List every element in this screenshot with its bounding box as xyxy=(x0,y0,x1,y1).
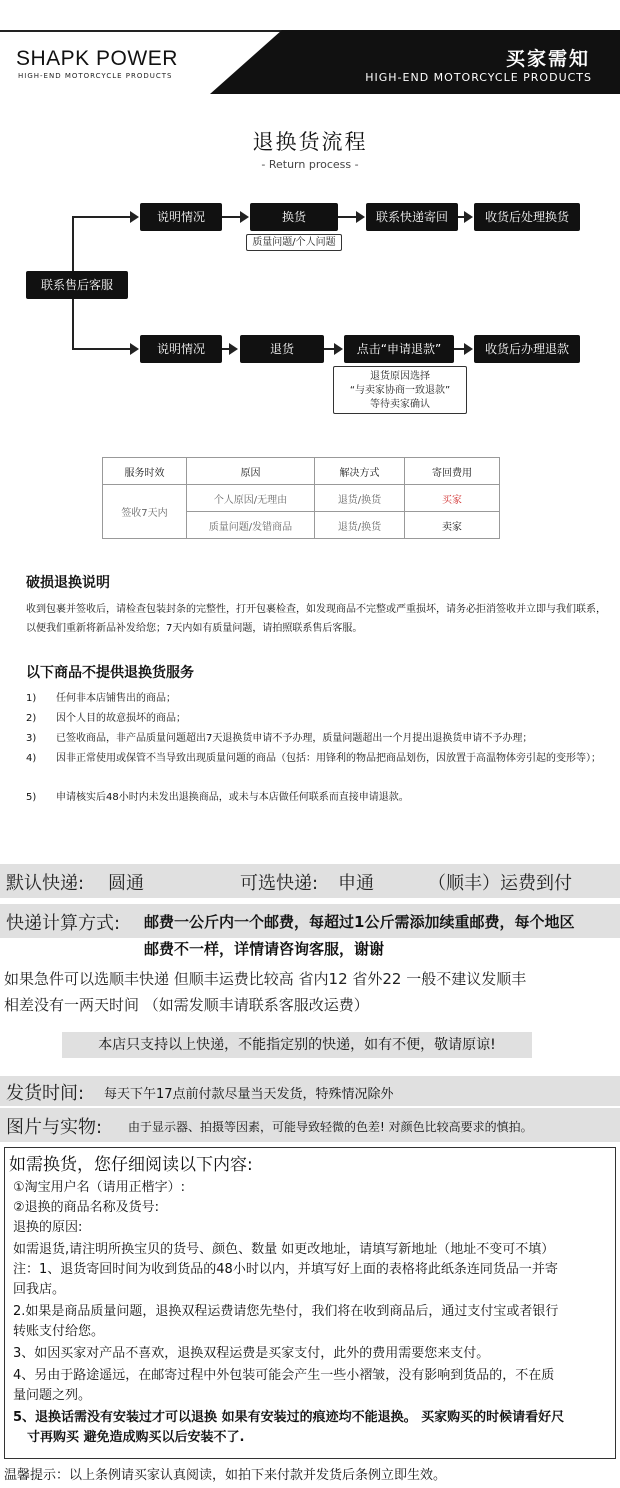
exchange-note: 质量问题/个人问题 xyxy=(246,234,342,251)
shipping-bar xyxy=(0,864,620,898)
exchange-step-3: 联系快递寄回 xyxy=(366,203,458,231)
notice-line: 3、如因买家对产品不喜欢，退换双程运费是买家支付，此外的费用需要您来支付。 xyxy=(13,1346,490,1361)
header-banner xyxy=(0,30,620,94)
exchange-notice-box xyxy=(4,1147,616,1459)
arrow-right-icon xyxy=(130,211,139,223)
arrow-right-icon xyxy=(464,211,473,223)
list-text: 任何非本店铺售出的商品； xyxy=(56,693,176,704)
exchange-step-4: 收货后处理换货 xyxy=(474,203,580,231)
table-cell-fee: 卖家 xyxy=(405,512,500,539)
no-return-title: 以下商品不提供退换货服务 xyxy=(26,665,194,681)
list-number: 1) xyxy=(26,693,37,704)
table-header: 解决方式 xyxy=(315,458,405,485)
default-courier-value: 圆通 xyxy=(108,873,144,894)
process-title: 退换货流程 xyxy=(252,130,368,154)
refund-note xyxy=(333,366,467,414)
connector xyxy=(338,216,358,218)
list-text: 申请核实后48小时内未发出退换商品，或未与本店做任何联系而直接申请退款。 xyxy=(56,792,409,803)
notice-line: 5、退换话需没有安装过才可以退换 如果有安装过的痕迹均不能退换。 买家购买的时候请看好尺 xyxy=(13,1410,565,1425)
table-cell: 个人原因/无理由 xyxy=(187,485,315,512)
sf-courier-note: （顺丰）运费到付 xyxy=(428,873,572,894)
list-item xyxy=(26,729,606,748)
table-cell-fee: 买家 xyxy=(405,485,500,512)
return-policy-table xyxy=(102,457,500,539)
list-number: 2) xyxy=(26,713,37,724)
list-item xyxy=(26,788,606,807)
table-row xyxy=(103,485,500,512)
refund-step-4: 收货后办理退款 xyxy=(474,335,580,363)
table-cell: 退货/换货 xyxy=(315,512,405,539)
notice-line: 如需退货,请注明所换宝贝的货号、颜色、数量 如更改地址，请填写新地址（地址不变可不填） xyxy=(13,1242,555,1257)
notice-line: 量问题之列。 xyxy=(13,1388,92,1403)
warm-tip: 温馨提示：以上条例请买家认真阅读，如拍下来付款并发货后条例立即生效。 xyxy=(4,1468,447,1483)
notice-line: 退换的原因: xyxy=(13,1220,83,1235)
brand-tagline: HIGH-END MOTORCYCLE PRODUCTS xyxy=(18,72,173,80)
ship-time-bar xyxy=(0,1076,620,1106)
list-number: 5) xyxy=(26,792,37,803)
table-header: 寄回费用 xyxy=(405,458,500,485)
refund-step-2: 退货 xyxy=(240,335,324,363)
damage-title: 破损退换说明 xyxy=(26,575,110,591)
calc-line-2: 邮费不一样，详情请咨询客服，谢谢 xyxy=(144,940,385,958)
list-text: 因个人目的故意损坏的商品； xyxy=(56,713,186,724)
table-header: 原因 xyxy=(187,458,315,485)
photo-text: 由于显示器、拍摄等因素，可能导致轻微的色差! 对颜色比较高要求的慎拍。 xyxy=(128,1120,533,1134)
exchange-step-1: 说明情况 xyxy=(140,203,222,231)
arrow-right-icon xyxy=(130,343,139,355)
list-item xyxy=(26,689,606,708)
connector-bottom-h xyxy=(72,348,132,350)
start-box: 联系售后客服 xyxy=(26,271,128,299)
table-header: 服务时效 xyxy=(103,458,187,485)
ship-time-text: 每天下午17点前付款尽量当天发货，特殊情况除外 xyxy=(104,1087,394,1102)
notice-line: 转账支付给您。 xyxy=(13,1324,105,1339)
notice-line: 寸再购买 避免造成购买以后安装不了. xyxy=(27,1430,245,1445)
arrow-right-icon xyxy=(464,343,473,355)
list-text: 已签收商品，非产品质量问题超出7天退换货申请不予办理，质量问题超出一个月提出退换货申请不予办理； xyxy=(56,733,533,744)
notice-line: 注：1、退货寄回时间为收到货品的48小时以内，并填写好上面的表格将此纸条连同货品一并寄 xyxy=(13,1262,558,1277)
exchange-step-2: 换货 xyxy=(250,203,338,231)
process-subtitle: - Return process - xyxy=(261,158,359,171)
urgent-line-2: 相差没有一两天时间 （如需发顺丰请联系客服改运费） xyxy=(4,996,369,1014)
arrow-right-icon xyxy=(240,211,249,223)
list-item xyxy=(26,749,606,768)
notice-line: 2.如果是商品质量问题，退换双程运费请您先垫付，我们将在收到商品后，通过支付宝或者银行 xyxy=(13,1304,559,1319)
notice-line: 4、另由于路途遥远，在邮寄过程中外包装可能会产生一些小褶皱，没有影响到货品的，不在质 xyxy=(13,1368,555,1383)
list-item xyxy=(26,709,606,728)
header-subtitle: HIGH-END MOTORCYCLE PRODUCTS xyxy=(365,71,592,84)
list-text: 因非正常使用或保管不当导致出现质量问题的商品（包括：用锋利的物品把商品划伤，因放置于高温物体旁引起的变形等）； xyxy=(56,753,601,764)
arrow-right-icon xyxy=(356,211,365,223)
refund-step-3: 点击“申请退款” xyxy=(344,335,454,363)
list-number: 3) xyxy=(26,733,37,744)
photo-bar xyxy=(0,1108,620,1142)
urgent-line-1: 如果急件可以选顺丰快递 但顺丰运费比较高 省内12 省外22 一般不建议发顺丰 xyxy=(4,970,527,988)
calc-label: 快递计算方式: xyxy=(6,913,121,934)
connector-up xyxy=(72,216,74,271)
notice-line: 回我店。 xyxy=(13,1282,66,1297)
optional-courier-value: 申通 xyxy=(338,873,374,894)
brand-name: SHAPK POWER xyxy=(16,47,178,70)
refund-step-1: 说明情况 xyxy=(140,335,222,363)
arrow-right-icon xyxy=(229,343,238,355)
table-cell: 质量问题/发错商品 xyxy=(187,512,315,539)
damage-text: 收到包裹并签收后，请检查包装封条的完整性，打开包裹检查，如发现商品不完整或严重损坏，请务必拒消签收并立即与我们联系，以便我们重新将新品补发给您；7天内如有质量问题，请拍照联系售后客服。 xyxy=(26,604,606,634)
connector-down xyxy=(72,299,74,349)
arrow-right-icon xyxy=(334,343,343,355)
only-courier-note: 本店只支持以上快递，不能指定别的快递，如有不便，敬请原谅! xyxy=(62,1032,532,1058)
connector xyxy=(324,348,334,350)
table-cell: 退货/换货 xyxy=(315,485,405,512)
connector xyxy=(454,348,464,350)
refund-note-line: 退货原因选择 xyxy=(370,371,430,382)
ship-time-label: 发货时间: xyxy=(6,1083,85,1104)
refund-note-line: 等待卖家确认 xyxy=(370,399,430,410)
optional-courier-label: 可选快递: xyxy=(240,873,319,894)
table-header-row xyxy=(103,458,500,485)
notice-line: ①淘宝用户名（请用正楷字）: xyxy=(13,1180,186,1195)
header-title: 买家需知 xyxy=(505,48,590,70)
default-courier-label: 默认快递: xyxy=(6,873,85,894)
list-number: 4) xyxy=(26,753,37,764)
connector xyxy=(222,216,242,218)
connector-top-h xyxy=(72,216,132,218)
exchange-notice-title: 如需换货，您仔细阅读以下内容: xyxy=(9,1155,253,1175)
notice-line: ②退换的商品名称及货号: xyxy=(13,1200,160,1215)
refund-note-line: “与卖家协商一致退款” xyxy=(349,385,451,396)
calc-bar xyxy=(0,904,620,938)
table-cell-period: 签收7天内 xyxy=(103,485,187,539)
photo-label: 图片与实物: xyxy=(6,1117,103,1138)
calc-line-1: 邮费一公斤内一个邮费，每超过1公斤需添加续重邮费，每个地区 xyxy=(144,913,575,931)
